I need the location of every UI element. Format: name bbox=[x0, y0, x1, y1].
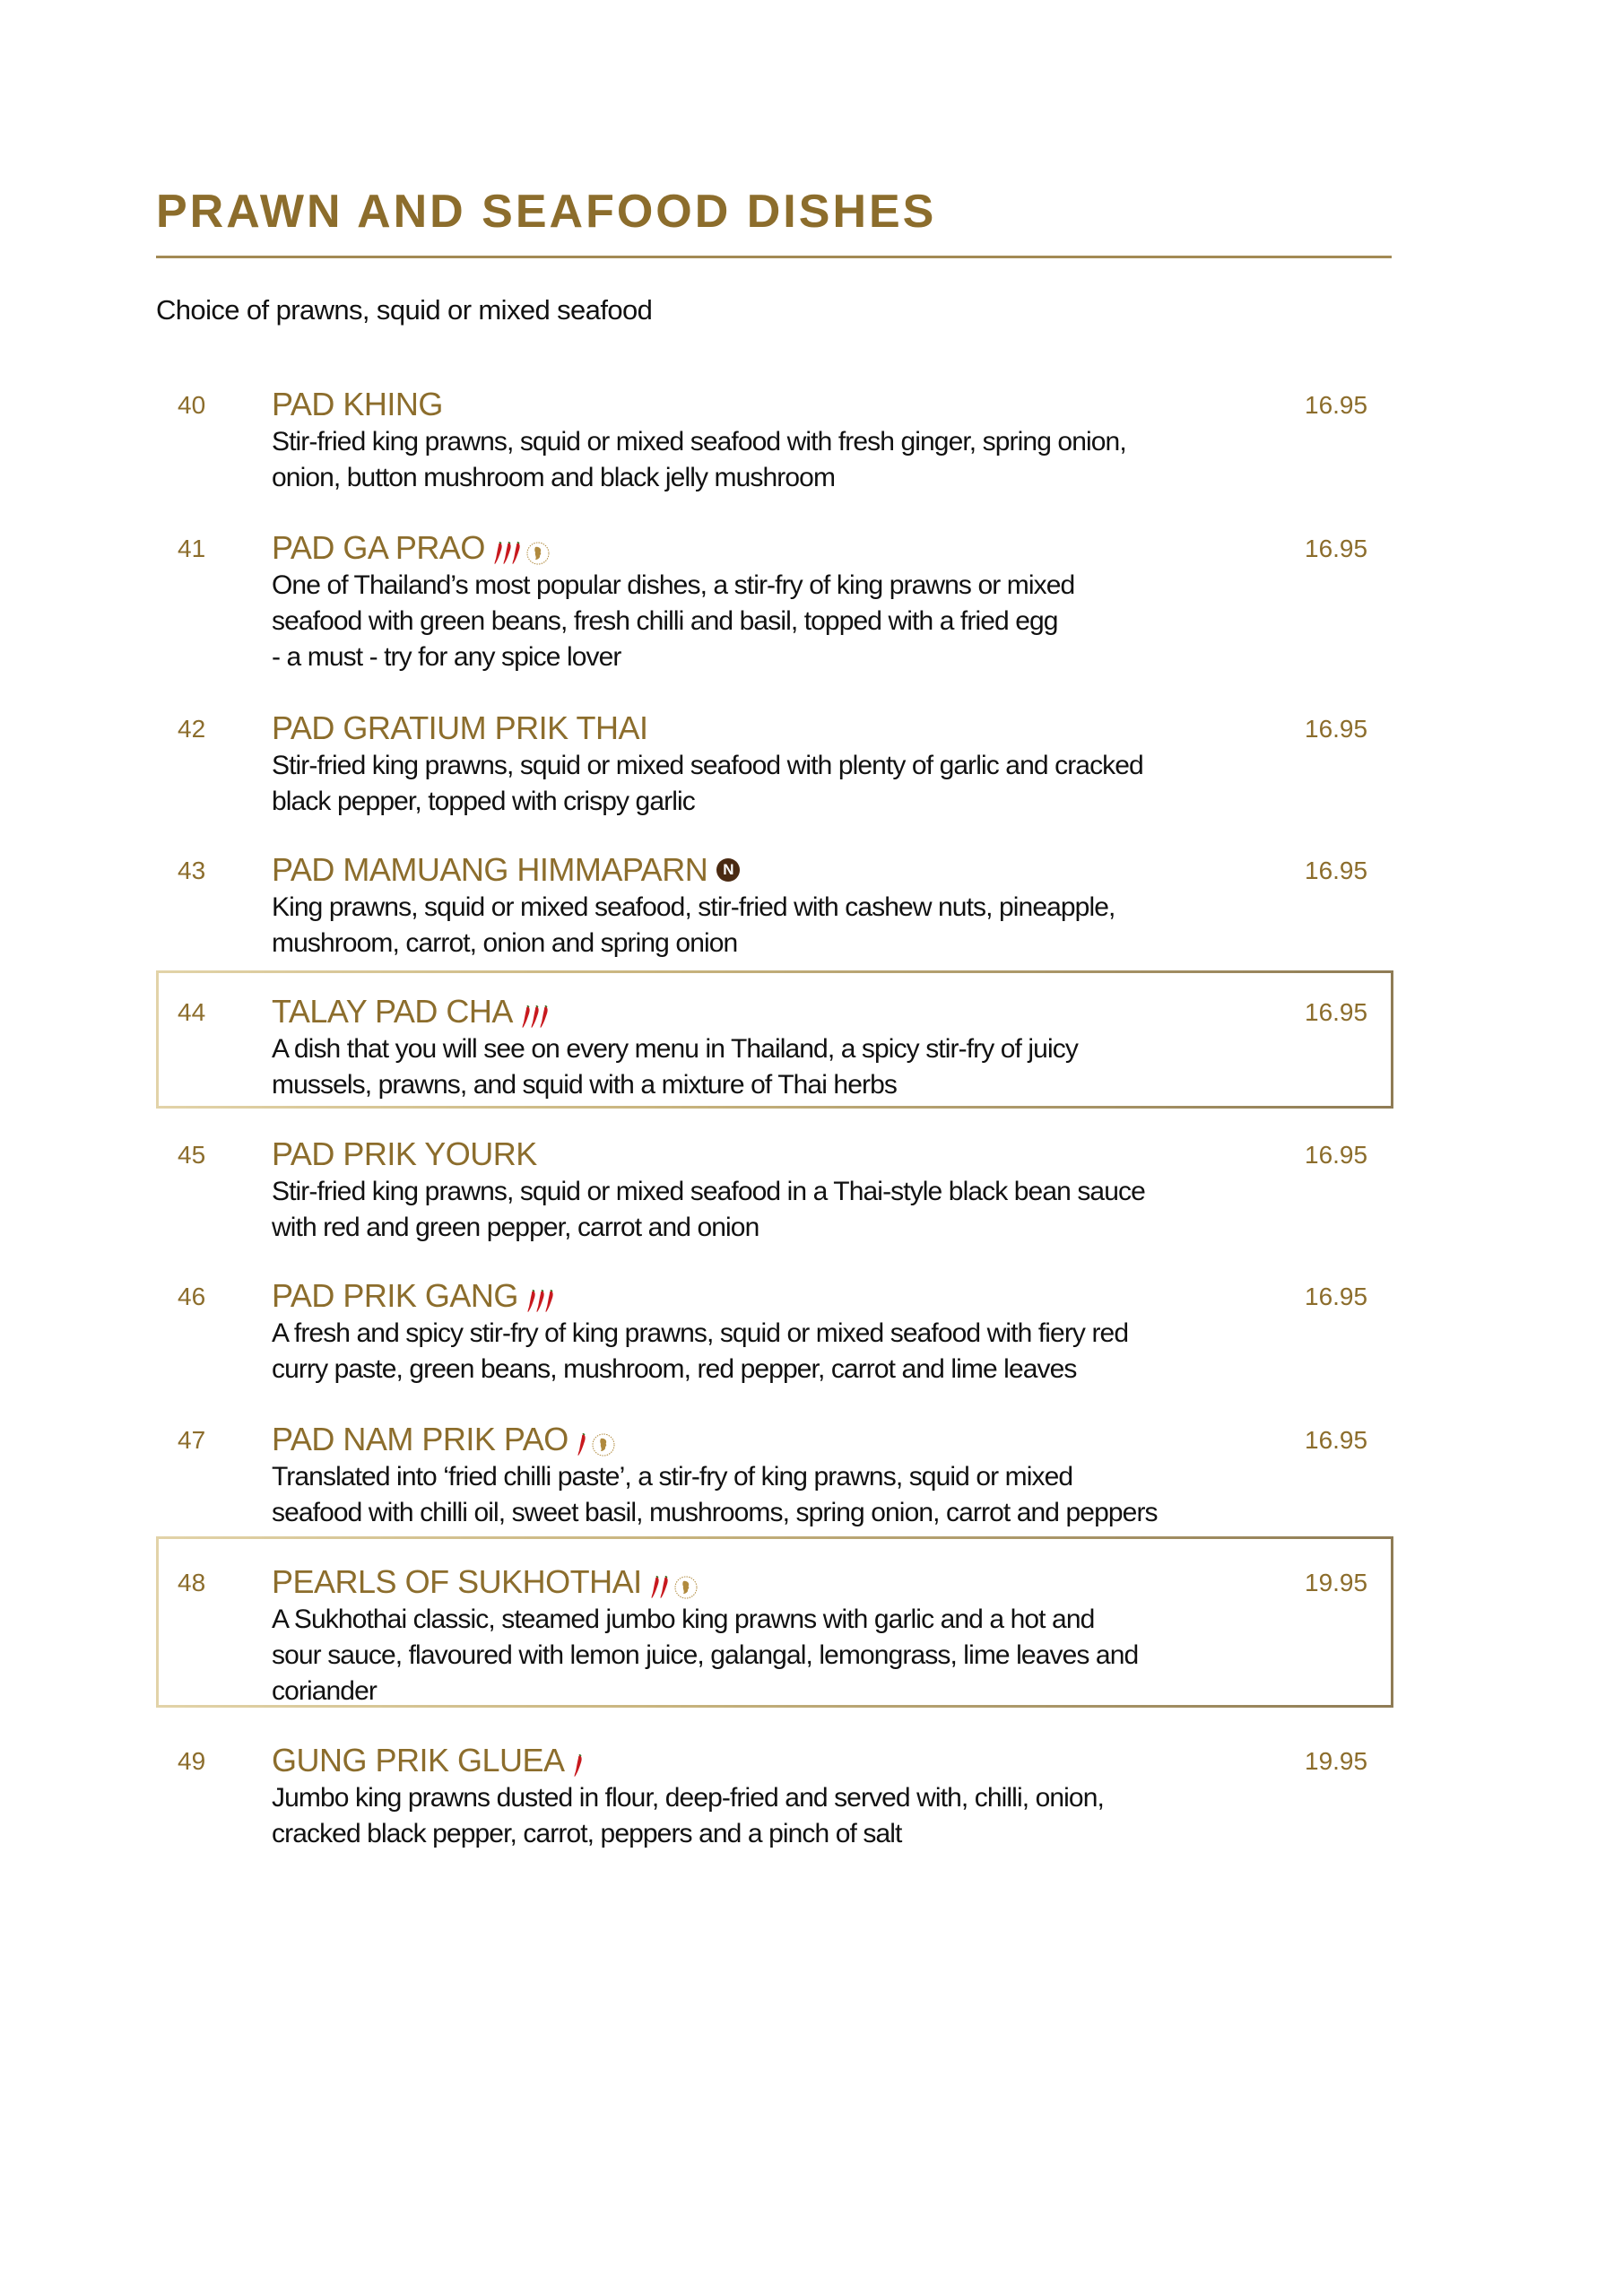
description-line: coriander bbox=[272, 1676, 377, 1706]
item-name bbox=[272, 852, 740, 888]
item-description bbox=[272, 1031, 1258, 1103]
item-name-text: PAD GA PRAO bbox=[272, 529, 485, 566]
section-title: PRAWN AND SEAFOOD DISHES bbox=[156, 186, 937, 238]
chilli-rating bbox=[522, 1000, 549, 1023]
item-name-text: PAD PRIK YOURK bbox=[272, 1135, 537, 1172]
signature-dish-icon bbox=[674, 1570, 698, 1594]
item-icons bbox=[651, 1570, 698, 1594]
item-name-text: PAD MAMUANG HIMMAPARN bbox=[272, 851, 708, 888]
item-description bbox=[272, 424, 1258, 496]
item-price: 16.95 bbox=[1305, 998, 1368, 1026]
item-price: 19.95 bbox=[1305, 1747, 1368, 1775]
item-description bbox=[272, 1316, 1258, 1387]
item-icons bbox=[716, 858, 740, 882]
chilli-rating bbox=[494, 536, 521, 560]
item-name-text: PAD GRATIUM PRIK THAI bbox=[272, 709, 648, 746]
item-name bbox=[272, 1136, 537, 1172]
description-line: Translated into ‘fried chilli paste’, a stir-fry of king prawns, squid or mixed bbox=[272, 1462, 1073, 1492]
chilli-icon bbox=[660, 1570, 669, 1594]
chilli-icon bbox=[577, 1428, 586, 1451]
item-price: 19.95 bbox=[1305, 1569, 1368, 1596]
section-intro: Choice of prawns, squid or mixed seafood bbox=[156, 294, 653, 326]
item-name bbox=[272, 530, 550, 566]
item-price: 16.95 bbox=[1305, 1426, 1368, 1454]
item-price: 16.95 bbox=[1305, 535, 1368, 562]
chilli-icon bbox=[651, 1570, 660, 1594]
item-name bbox=[272, 994, 549, 1030]
item-name bbox=[272, 1278, 554, 1314]
item-number: 41 bbox=[178, 535, 206, 562]
contains-nuts-icon: N bbox=[716, 858, 740, 882]
description-line: seafood with chilli oil, sweet basil, mushrooms, spring onion, carrot and peppers bbox=[272, 1498, 1158, 1527]
chilli-icon bbox=[540, 1000, 549, 1023]
description-line: mushroom, carrot, onion and spring onion bbox=[272, 928, 738, 958]
item-price: 16.95 bbox=[1305, 391, 1368, 419]
item-name bbox=[272, 1743, 583, 1779]
signature-dish-icon bbox=[592, 1428, 615, 1451]
item-description bbox=[272, 890, 1258, 961]
chilli-icon bbox=[574, 1749, 583, 1772]
item-description bbox=[272, 568, 1258, 675]
item-name-text: TALAY PAD CHA bbox=[272, 993, 513, 1030]
item-number: 47 bbox=[178, 1426, 206, 1454]
item-name-text: GUNG PRIK GLUEA bbox=[272, 1742, 565, 1779]
item-description bbox=[272, 1174, 1258, 1246]
item-name-text: PAD NAM PRIK PAO bbox=[272, 1421, 568, 1457]
chilli-rating bbox=[574, 1749, 583, 1772]
item-price: 16.95 bbox=[1305, 1141, 1368, 1169]
description-line: cracked black pepper, carrot, peppers and a pinch of salt bbox=[272, 1819, 902, 1848]
item-number: 42 bbox=[178, 715, 206, 743]
chilli-icon bbox=[522, 1000, 531, 1023]
chilli-rating bbox=[651, 1570, 669, 1594]
chilli-icon bbox=[545, 1284, 554, 1308]
item-description bbox=[272, 1459, 1258, 1531]
description-line: King prawns, squid or mixed seafood, stir-fried with cashew nuts, pineapple, bbox=[272, 892, 1115, 922]
description-line: mussels, prawns, and squid with a mixture of Thai herbs bbox=[272, 1070, 897, 1100]
description-line: Stir-fried king prawns, squid or mixed seafood with fresh ginger, spring onion, bbox=[272, 427, 1126, 457]
description-line: One of Thailand’s most popular dishes, a stir-fry of king prawns or mixed bbox=[272, 570, 1075, 600]
item-price: 16.95 bbox=[1305, 1283, 1368, 1310]
chilli-rating bbox=[577, 1428, 586, 1451]
description-line: curry paste, green beans, mushroom, red pepper, carrot and lime leaves bbox=[272, 1354, 1077, 1384]
signature-dish-icon bbox=[526, 536, 550, 560]
item-description bbox=[272, 1602, 1258, 1709]
description-line: Stir-fried king prawns, squid or mixed seafood with plenty of garlic and cracked bbox=[272, 751, 1143, 780]
item-name bbox=[272, 1422, 615, 1457]
item-number: 49 bbox=[178, 1747, 206, 1775]
description-line: A fresh and spicy stir-fry of king prawns, squid or mixed seafood with fiery red bbox=[272, 1318, 1129, 1348]
item-name bbox=[272, 710, 648, 746]
description-line: A Sukhothai classic, steamed jumbo king prawns with garlic and a hot and bbox=[272, 1605, 1095, 1634]
chilli-icon bbox=[531, 1000, 540, 1023]
item-icons bbox=[494, 536, 550, 560]
item-number: 43 bbox=[178, 857, 206, 884]
chilli-icon bbox=[494, 536, 503, 560]
chilli-icon bbox=[512, 536, 521, 560]
item-number: 40 bbox=[178, 391, 206, 419]
item-description bbox=[272, 1780, 1258, 1852]
chilli-icon bbox=[536, 1284, 545, 1308]
item-icons bbox=[574, 1749, 583, 1772]
description-line: - a must - try for any spice lover bbox=[272, 642, 621, 672]
description-line: onion, button mushroom and black jelly mushroom bbox=[272, 463, 836, 492]
item-number: 46 bbox=[178, 1283, 206, 1310]
description-line: sour sauce, flavoured with lemon juice, galangal, lemongrass, lime leaves and bbox=[272, 1640, 1139, 1670]
description-line: black pepper, topped with crispy garlic bbox=[272, 787, 695, 816]
item-price: 16.95 bbox=[1305, 715, 1368, 743]
item-number: 48 bbox=[178, 1569, 206, 1596]
item-icons bbox=[527, 1284, 554, 1308]
item-number: 45 bbox=[178, 1141, 206, 1169]
item-name-text: PAD PRIK GANG bbox=[272, 1277, 518, 1314]
description-line: Jumbo king prawns dusted in flour, deep-fried and served with, chilli, onion, bbox=[272, 1783, 1104, 1813]
item-name-text: PEARLS OF SUKHOTHAI bbox=[272, 1563, 642, 1600]
title-divider bbox=[156, 256, 1392, 258]
chilli-icon bbox=[527, 1284, 536, 1308]
item-price: 16.95 bbox=[1305, 857, 1368, 884]
item-name bbox=[272, 387, 443, 422]
description-line: with red and green pepper, carrot and onion bbox=[272, 1213, 759, 1242]
chilli-rating bbox=[527, 1284, 554, 1308]
item-name bbox=[272, 1564, 698, 1600]
item-name-text: PAD KHING bbox=[272, 386, 443, 422]
item-description bbox=[272, 748, 1258, 820]
description-line: Stir-fried king prawns, squid or mixed seafood in a Thai-style black bean sauce bbox=[272, 1177, 1145, 1206]
item-icons bbox=[577, 1428, 615, 1451]
description-line: A dish that you will see on every menu in Thailand, a spicy stir-fry of juicy bbox=[272, 1034, 1078, 1064]
item-number: 44 bbox=[178, 998, 206, 1026]
item-icons bbox=[522, 1000, 549, 1023]
description-line: seafood with green beans, fresh chilli and basil, topped with a fried egg bbox=[272, 606, 1058, 636]
chilli-icon bbox=[503, 536, 512, 560]
